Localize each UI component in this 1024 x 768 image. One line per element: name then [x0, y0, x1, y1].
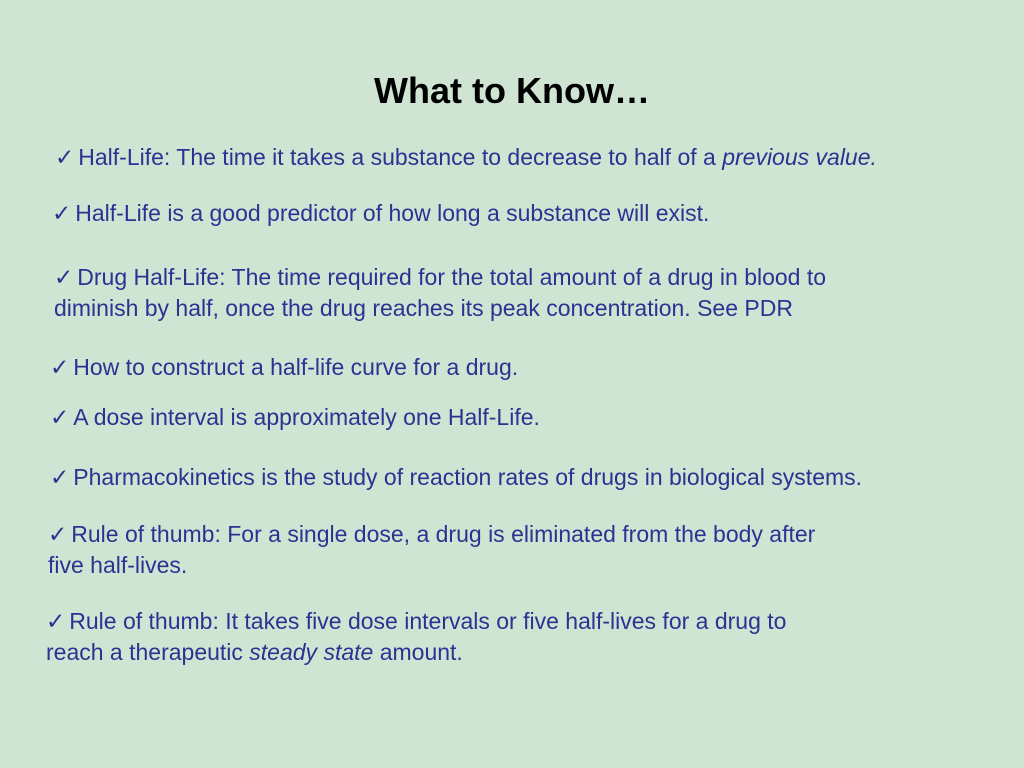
bullet-rule-steady-state [46, 606, 786, 668]
checkmark-icon: ✓ [52, 200, 72, 226]
checkmark-icon: ✓ [54, 264, 74, 290]
bullet-dose-interval [50, 402, 540, 433]
bullet-text: reach a therapeutic [46, 639, 250, 665]
bullet-rule-single-dose [48, 519, 815, 581]
bullet-pharmacokinetics [50, 462, 862, 493]
bullet-text: Half-Life: The time it takes a substance to decrease to half of a [78, 144, 723, 170]
slide-title: What to Know… [374, 70, 650, 111]
bullet-text: Rule of thumb: For a single dose, a drug is eliminated from the body after [71, 521, 816, 547]
bullet-half-life-definition [55, 142, 877, 173]
bullet-text: Rule of thumb: It takes five dose intervals or five half-lives for a drug to [69, 608, 787, 634]
bullet-text: Pharmacokinetics is the study of reaction rates of drugs in biological systems. [73, 464, 863, 490]
bullet-text: Half-Life is a good predictor of how long a substance will exist. [75, 200, 710, 226]
bullet-line-1 [48, 519, 815, 550]
bullet-half-life-curve [50, 352, 518, 383]
bullet-emphasis: previous value. [722, 144, 877, 170]
bullet-text: A dose interval is approximately one Half-Life. [73, 404, 540, 430]
bullet-line-2: five half-lives. [48, 552, 188, 578]
bullet-line-2: diminish by half, once the drug reaches its peak concentration. See PDR [54, 295, 793, 321]
checkmark-icon: ✓ [50, 404, 70, 430]
bullet-text: How to construct a half-life curve for a drug. [73, 354, 519, 380]
bullet-line-1 [54, 262, 826, 293]
checkmark-icon: ✓ [46, 608, 66, 634]
checkmark-icon: ✓ [55, 144, 75, 170]
checkmark-icon: ✓ [50, 354, 70, 380]
checkmark-icon: ✓ [50, 464, 70, 490]
bullet-text: amount. [373, 639, 463, 665]
bullet-line-2 [46, 637, 786, 668]
bullet-half-life-predictor [52, 198, 709, 229]
bullet-emphasis: steady state [249, 639, 374, 665]
bullet-line-1 [46, 606, 786, 637]
checkmark-icon: ✓ [48, 521, 68, 547]
bullet-drug-half-life [54, 262, 826, 324]
bullet-text: Drug Half-Life: The time required for the total amount of a drug in blood to [77, 264, 827, 290]
